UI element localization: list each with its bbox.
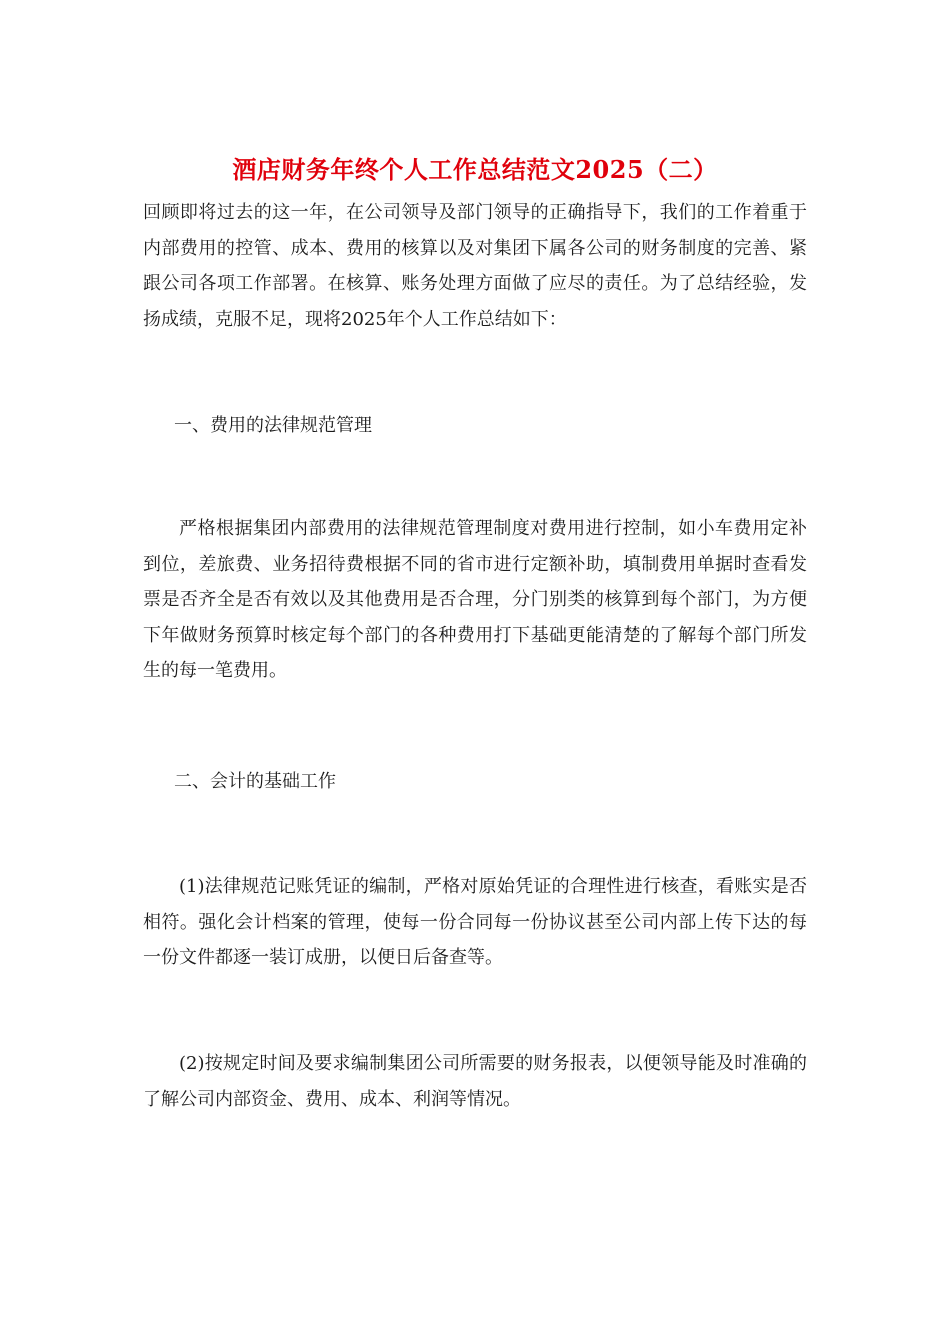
section-2-item-1: (1)法律规范记账凭证的编制，严格对原始凭证的合理性进行核查，看账实是否相符。强化会计档案的管理，使每一份合同每一份协议甚至公司内部上传下达的每一份文件都逐一装订成册，以便日后备查等。 [143, 876, 807, 968]
document-title: 酒店财务年终个人工作总结范文2025（二） [232, 155, 718, 184]
section-1-paragraph: 严格根据集团内部费用的法律规范管理制度对费用进行控制，如小车费用定补到位，差旅费、业务招待费根据不同的省市进行定额补助，填制费用单据时查看发票是否齐全是否有效以及其他费用是否合理，分门别类的核算到每个部门，为方便下年做财务预算时核定每个部门的各种费用打下基础更能清楚的了解每个部门所发生的每一笔费用。 [143, 518, 807, 681]
section-1-heading: 一、费用的法律规范管理 [174, 415, 372, 436]
section-2-heading: 二、会计的基础工作 [174, 771, 336, 792]
section-2-item-2: (2)按规定时间及要求编制集团公司所需要的财务报表，以便领导能及时准确的了解公司内部资金、费用、成本、利润等情况。 [143, 1053, 807, 1110]
intro-paragraph: 回顾即将过去的这一年，在公司领导及部门领导的正确指导下，我们的工作着重于内部费用的控管、成本、费用的核算以及对集团下属各公司的财务制度的完善、紧跟公司各项工作部署。在核算、账务处理方面做了应尽的责任。为了总结经验，发扬成绩，克服不足，现将2025年个人工作总结如下： [143, 202, 807, 330]
